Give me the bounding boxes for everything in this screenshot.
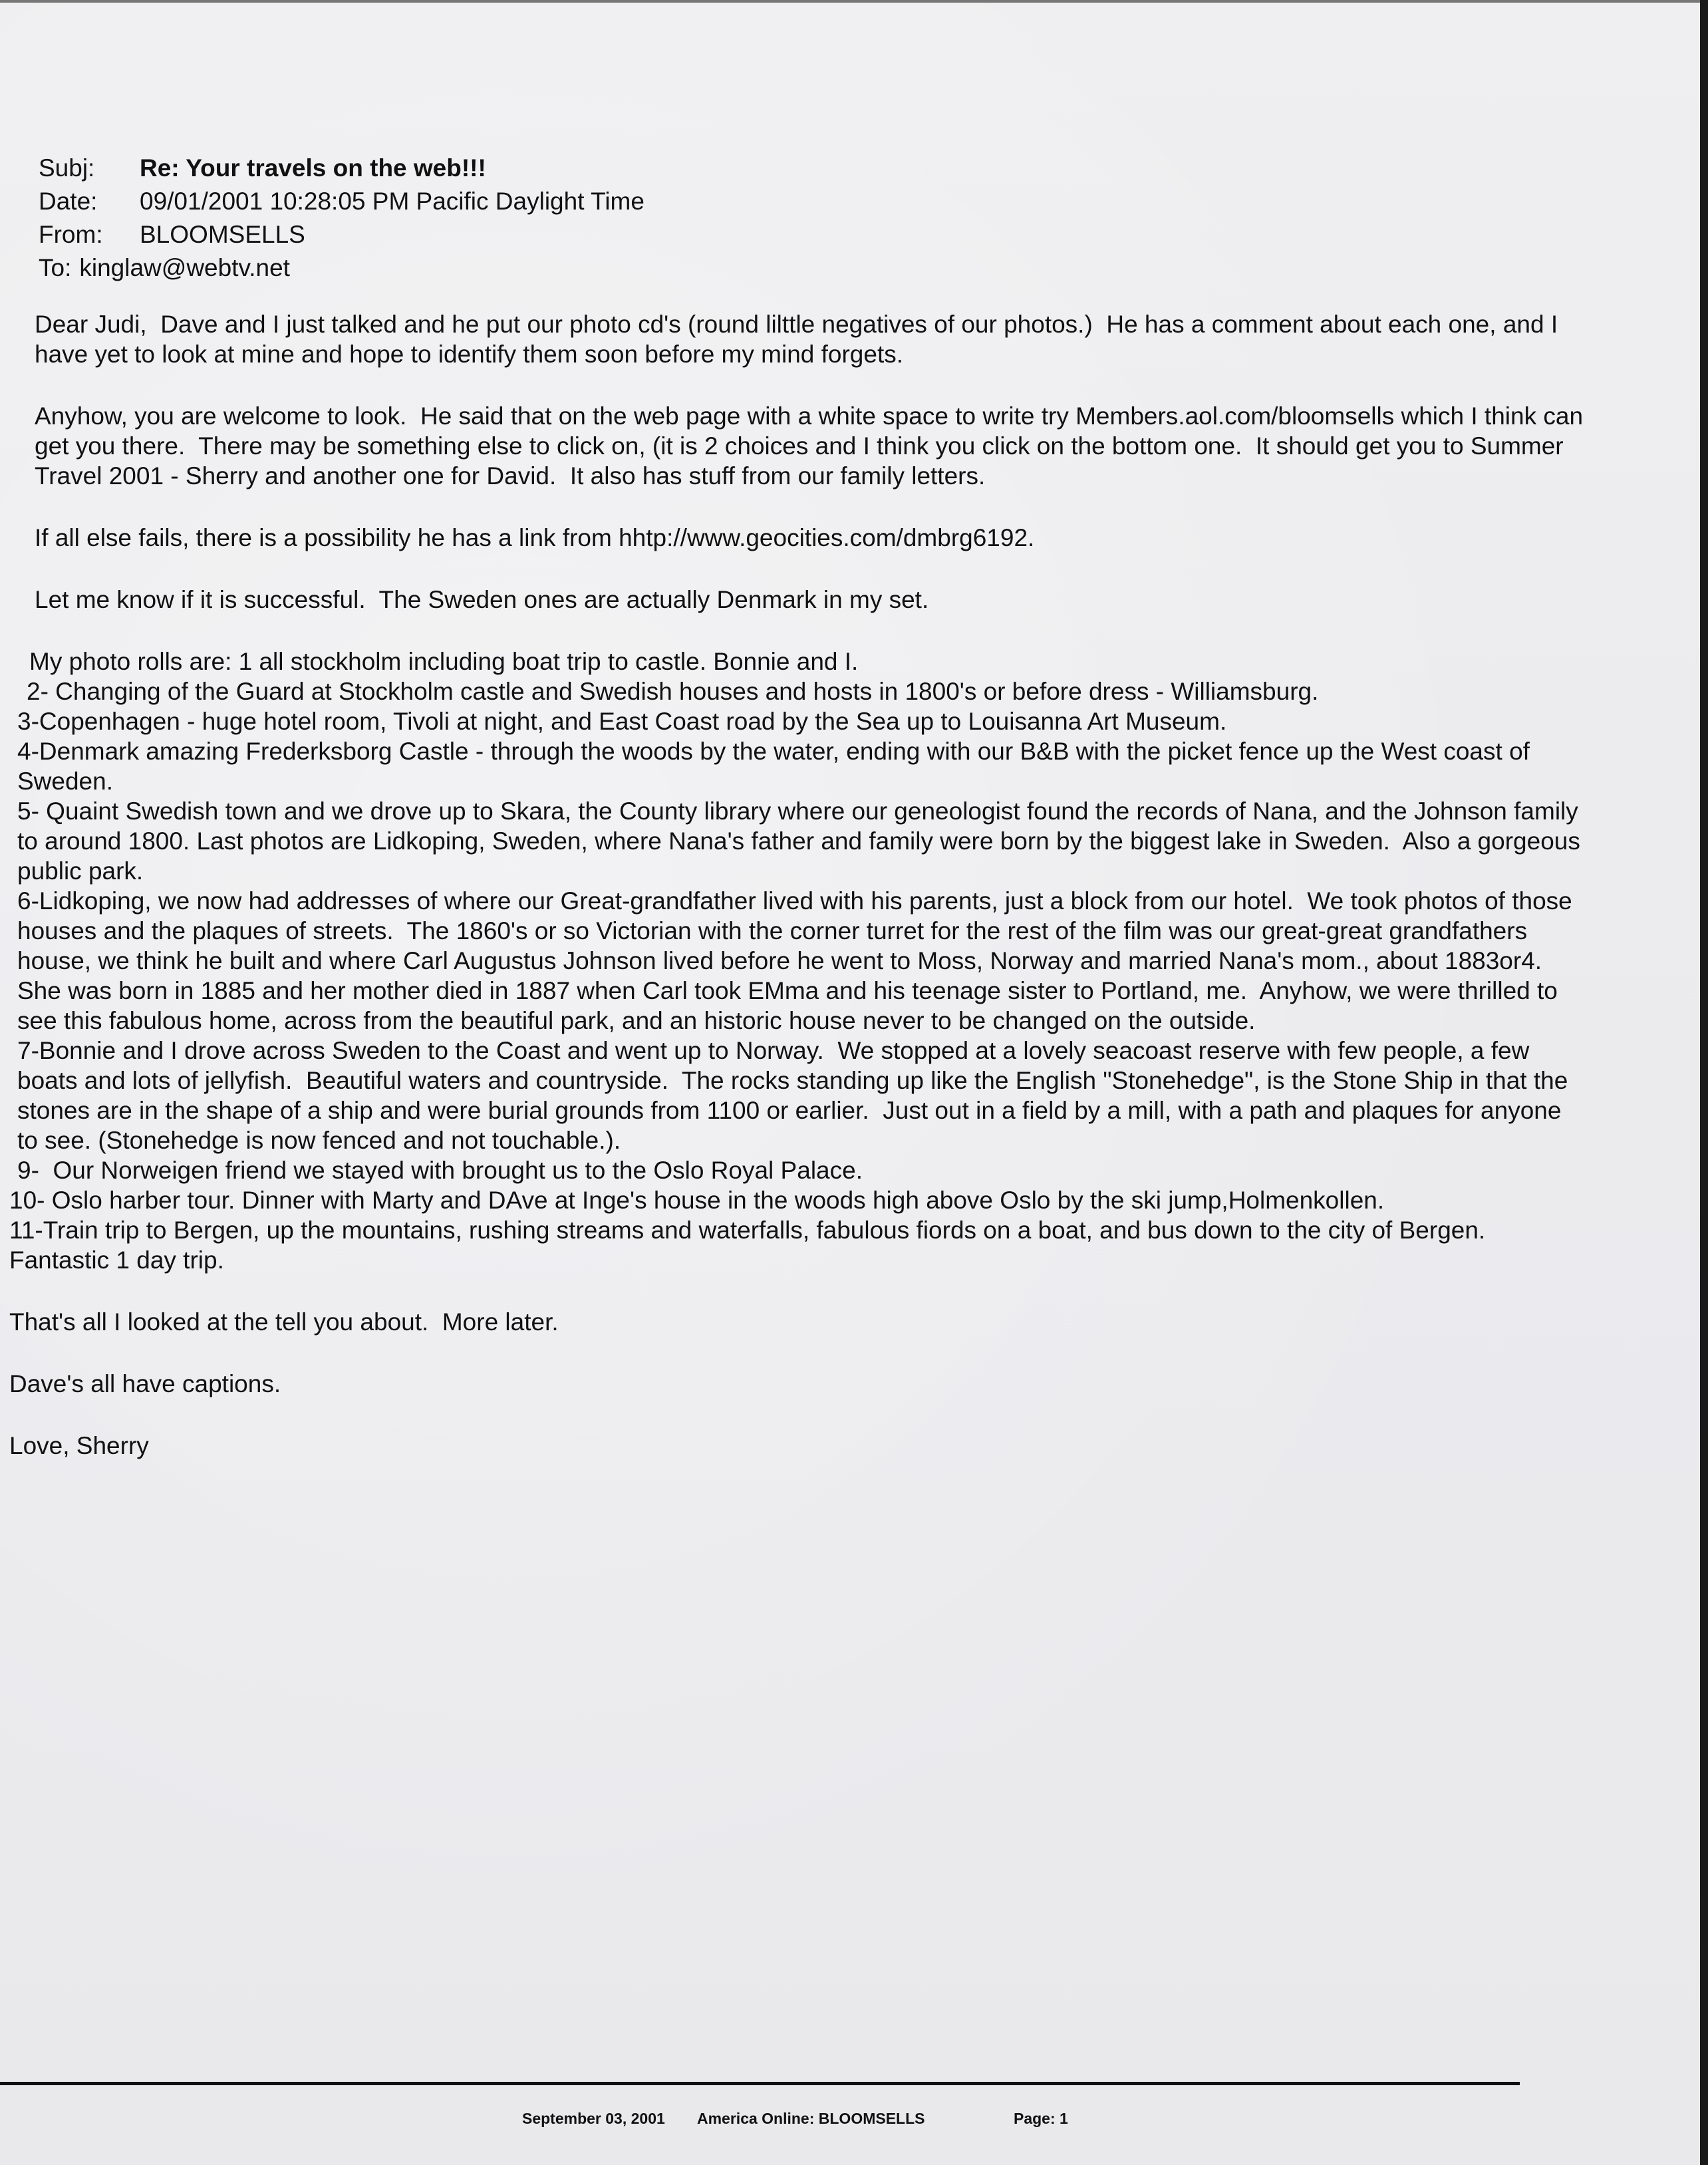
photo-roll-item: 9- Our Norweigen friend we stayed with brought us to the Oslo Royal Palace. xyxy=(17,1157,863,1184)
subject-row xyxy=(39,152,644,185)
to-label: To: xyxy=(39,254,72,281)
photo-roll-item: 4-Denmark amazing Frederksborg Castle - through the woods by the water, ending with our B&B with the picket fence up the West coast of Sweden. xyxy=(17,738,1537,795)
photo-roll-item: 6-Lidkoping, we now had addresses of where our Great-grandfather lived with his parents, just a block from our hotel. We took photos of those houses and the plaques of streets. The 1860's or so Victorian with the corner turret for the rest of the film was our great-great grandfathers house, we think he built and where Carl Augustus Johnson lived before he went to Moss, Norway and married Nana's mom., about 1883or4. She was born in 1885 and her mother died in 1887 when Carl took EMma and his teenage sister to Portland, me. Anyhow, we were thrilled to see this fabulous home, across from the beautiful park, and an historic house never to be changed on the outside. xyxy=(17,887,1580,1034)
email-body xyxy=(9,309,1590,1493)
captions-paragraph: Dave's all have captions. xyxy=(9,1370,281,1397)
photo-roll-item: 5- Quaint Swedish town and we drove up to Skara, the County library where our geneologist found the records of Nana, and the Johnson family to around 1800. Last photos are Lidkoping, Sweden, where Nana's father and family were born by the biggest lake in Sweden. Also a gorgeous public park. xyxy=(17,797,1588,885)
from-value: BLOOMSELLS xyxy=(140,221,305,248)
subject-value: Re: Your travels on the web!!! xyxy=(140,154,486,182)
to-row xyxy=(39,251,644,285)
fallback-link-paragraph: If all else fails, there is a possibility he has a link from hhtp://www.geocities.com/dmbrg6192. xyxy=(35,524,1035,551)
web-instructions-paragraph: Anyhow, you are welcome to look. He said that on the web page with a white space to write try Members.aol.com/bloomsells which I think can get you there. There may be something else to click on, (it is 2 choices and I think you click on the bottom one. It should get you to Summer Travel 2001 - Sherry and another one for David. It also has stuff from our family letters. xyxy=(35,402,1590,490)
photo-roll-item: 10- Oslo harber tour. Dinner with Marty and DAve at Inge's house in the woods high above Oslo by the ski jump,Holmenkollen. xyxy=(9,1187,1385,1214)
photo-roll-item: 2- Changing of the Guard at Stockholm castle and Swedish houses and hosts in 1800's or before dress - Williamsburg. xyxy=(27,678,1319,705)
from-label: From: xyxy=(39,221,103,248)
subject-label: Subj: xyxy=(39,154,95,182)
date-value: 09/01/2001 10:28:05 PM Pacific Daylight Time xyxy=(140,188,644,215)
success-paragraph: Let me know if it is successful. The Sweden ones are actually Denmark in my set. xyxy=(35,586,929,613)
date-row xyxy=(39,185,644,218)
greeting-paragraph: Dear Judi, Dave and I just talked and he put our photo cd's (round lilttle negatives of our photos.) He has a comment about each one, and I have yet to look at mine and hope to identify them soon before my mind forgets. xyxy=(35,311,1565,368)
signoff: Love, Sherry xyxy=(9,1432,149,1459)
email-header xyxy=(39,152,644,285)
footer-app-account: America Online: BLOOMSELLS xyxy=(697,2110,925,2127)
scan-edge-top xyxy=(0,0,1708,3)
closing-paragraph: That's all I looked at the tell you about. More later. xyxy=(9,1308,559,1336)
photo-rolls-intro: My photo rolls are: 1 all stockholm including boat trip to castle. Bonnie and I. xyxy=(29,648,859,675)
photo-roll-item: 7-Bonnie and I drove across Sweden to the Coast and went up to Norway. We stopped at a lovely seacoast reserve with few people, a few boats and lots of jellyfish. Beautiful waters and countryside. The rocks standing up like the English "Stonehedge", is the Stone Ship in that the stones are in the shape of a ship and were burial grounds from 1100 or earlier. Just out in a field by a mill, with a path and plaques for anyone to see. (Stonehedge is now fenced and not touchable.). xyxy=(17,1037,1575,1154)
date-label: Date: xyxy=(39,188,98,215)
photo-rolls-list xyxy=(9,647,1586,1275)
to-value: kinglaw@webtv.net xyxy=(79,254,290,281)
scan-edge-right xyxy=(1700,0,1708,2165)
footer-page-number: Page: 1 xyxy=(1014,2110,1068,2127)
footer-divider xyxy=(0,2082,1520,2085)
photo-roll-item: 3-Copenhagen - huge hotel room, Tivoli at night, and East Coast road by the Sea up to Louisanna Art Museum. xyxy=(17,708,1227,735)
photo-roll-item: 11-Train trip to Bergen, up the mountains, rushing streams and waterfalls, fabulous fiords on a boat, and bus down to the city of Bergen. Fantastic 1 day trip. xyxy=(9,1217,1499,1274)
from-row xyxy=(39,218,644,251)
footer-print-date: September 03, 2001 xyxy=(522,2110,665,2127)
